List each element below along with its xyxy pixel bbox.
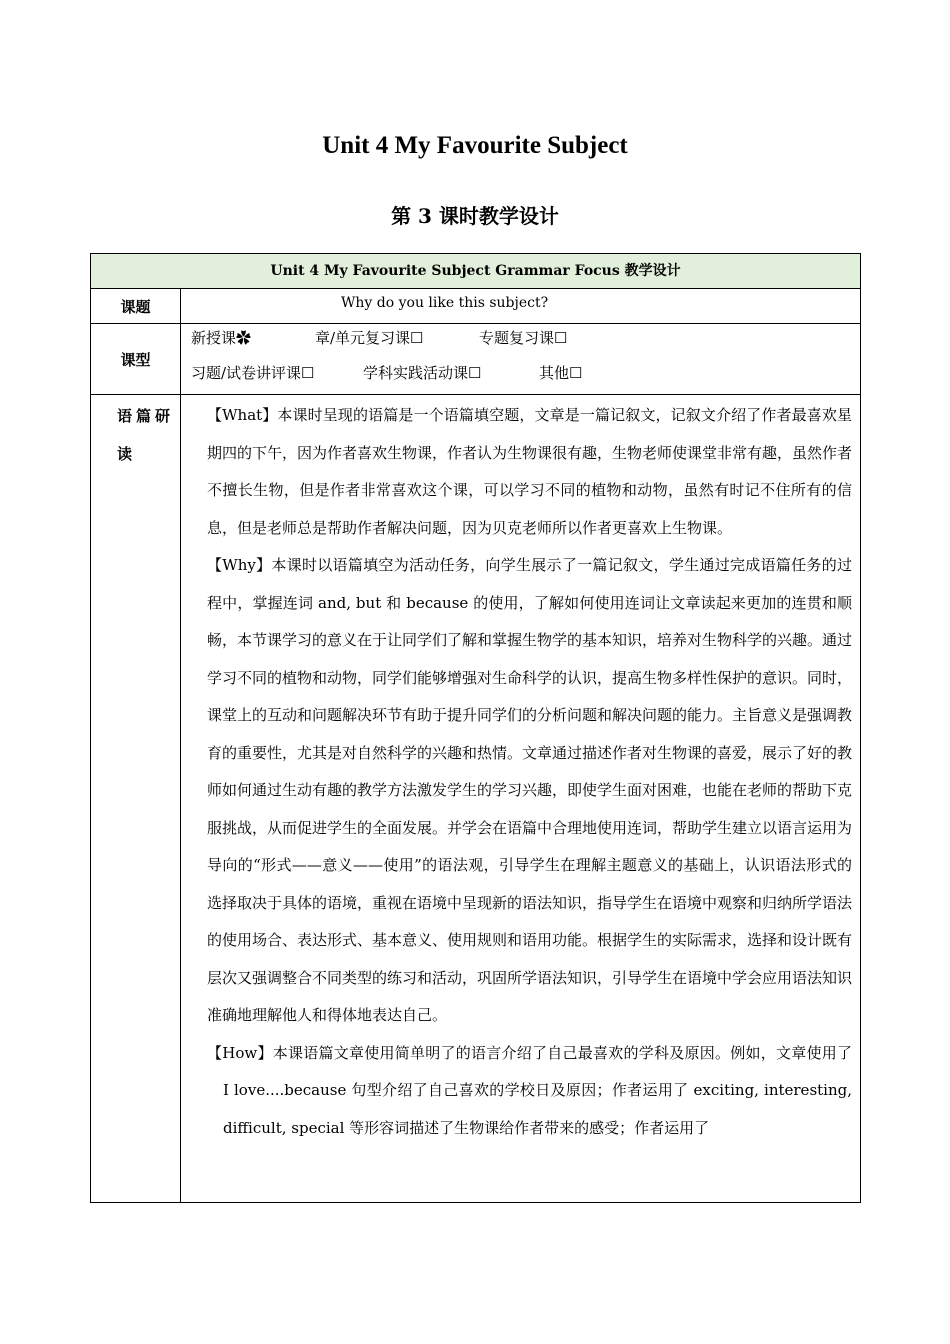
document-title: Unit 4 My Favourite Subject	[322, 132, 628, 159]
option-new-lesson: 新授课✿	[191, 329, 252, 347]
option-practice-activity: 学科实践活动课☐	[363, 364, 482, 382]
reading-analysis-content	[181, 395, 861, 1203]
lesson-plan-table	[90, 253, 861, 1203]
document-subtitle: 第 3 课时教学设计	[391, 204, 559, 228]
topic-label: 课题	[91, 289, 181, 324]
table-header: Unit 4 My Favourite Subject Grammar Focus 教学设计	[91, 254, 861, 289]
option-exercise-review: 习题/试卷讲评课☐	[191, 364, 315, 382]
lesson-type-label: 课型	[91, 324, 181, 395]
topic-value: Why do you like this subject?	[181, 289, 861, 324]
option-topic-review: 专题复习课☐	[479, 329, 568, 347]
why-paragraph: 【Why】本课时以语篇填空为活动任务，向学生展示了一篇记叙文，学生通过完成语篇任务的过程中，掌握连词 and, but 和 because 的使用，了解如何使用连词让文章读起来更加的连贯和顺畅，本节课学习的意义在于让同学们了解和掌握生物学的基本知识，培养对生物科学的兴趣。通过学习不同的植物和动物，同学们能够增强对生命科学的认识，提高生物多样性保护的意识。同时，课堂上的互动和问题解决环节有助于提升同学们的分析问题和解决问题的能力。主旨意义是强调教育的重要性，尤其是对自然科学的兴趣和热情。文章通过描述作者对生物课的喜爱，展示了好的教师如何通过生动有趣的教学方法激发学生的学习兴趣，即使学生面对困难，也能在老师的帮助下克服挑战，从而促进学生的全面发展。并学会在语篇中合理地使用连词，帮助学生建立以语言运用为导向的“形式——意义——使用”的语法观，引导学生在理解主题意义的基础上，认识语法形式的选择取决于具体的语境，重视在语境中呈现新的语法知识，指导学生在语境中观察和归纳所学语法的使用场合、表达形式、基本意义、使用规则和语用功能。根据学生的实际需求，选择和设计既有层次又强调整合不同类型的练习和活动，巩固所学语法知识，引导学生在语境中学会应用语法知识准确地理解他人和得体地表达自己。	[207, 556, 853, 1024]
option-unit-review: 章/单元复习课☐	[315, 329, 424, 347]
how-paragraph: 【How】本课语篇文章使用简单明了的语言介绍了自己最喜欢的学科及原因。例如，文章使用了 I love....because 句型介绍了自己喜欢的学校日及原因；作者运用了 exciting, interesting, difficult, special 等形容词描述了生物课给作者带来的感受；作者运用了	[207, 1043, 852, 1137]
what-paragraph: 【What】本课时呈现的语篇是一个语篇填空题，文章是一篇记叙文，记叙文介绍了作者最喜欢星期四的下午，因为作者喜欢生物课，作者认为生物课很有趣，生物老师使课堂非常有趣，虽然作者不擅长生物，但是作者非常喜欢这个课，可以学习不同的植物和动物，虽然有时记不住所有的信息，但是老师总是帮助作者解决问题，因为贝克老师所以作者更喜欢上生物课。	[207, 406, 853, 537]
lesson-type-row-2	[181, 359, 860, 394]
option-other: 其他☐	[539, 364, 583, 382]
reading-analysis-label: 语篇研读	[91, 395, 181, 1203]
lesson-type-row-1	[181, 324, 860, 359]
lesson-type-options	[181, 324, 861, 395]
